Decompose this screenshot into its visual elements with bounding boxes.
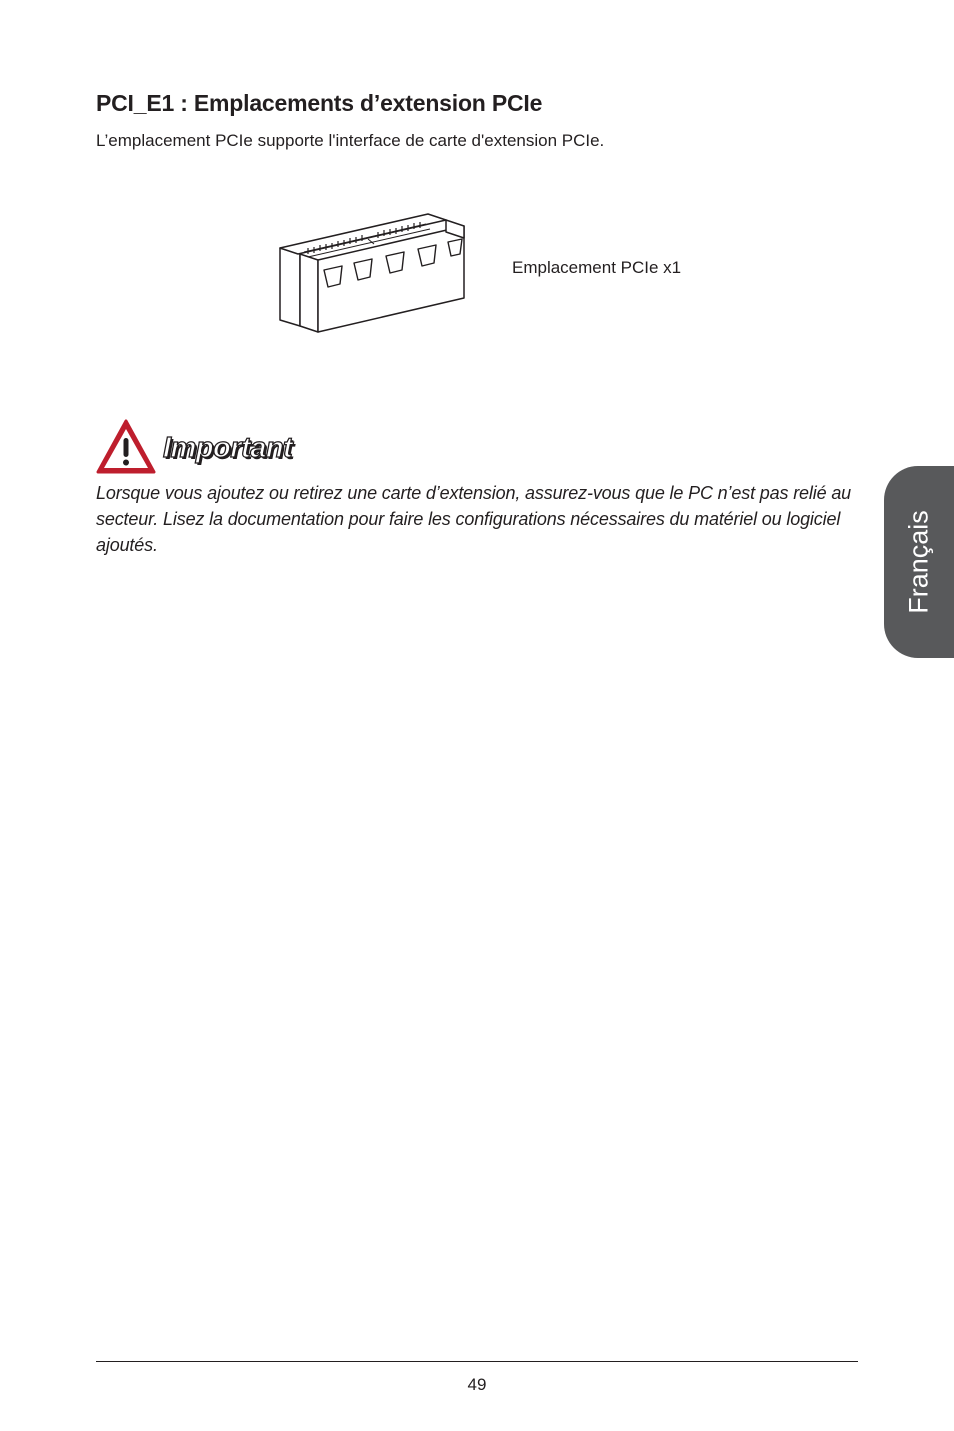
- section-heading: PCI_E1 : Emplacements d’extension PCIe: [96, 90, 543, 116]
- slot-label: Emplacement PCIe x1: [512, 258, 682, 277]
- important-text: Lorsque vous ajoutez ou retirez une carte d’extension, assurez-vous que le PC n’est pas relié au secteur. Lisez la documentation pour faire les configurations nécessaires du matériel ou logiciel ajoutés.: [96, 483, 852, 555]
- language-tab: [884, 466, 954, 658]
- language-tab-label: Français: [903, 510, 934, 614]
- pcie-x1-slot-illustration: [278, 210, 470, 336]
- warning-triangle-icon: [95, 418, 157, 476]
- section-intro: L’emplacement PCIe supporte l'interface de carte d'extension PCIe.: [96, 131, 605, 150]
- footer-divider: [96, 1361, 858, 1362]
- page-number: 49: [467, 1375, 487, 1394]
- important-title: Important: [163, 432, 293, 464]
